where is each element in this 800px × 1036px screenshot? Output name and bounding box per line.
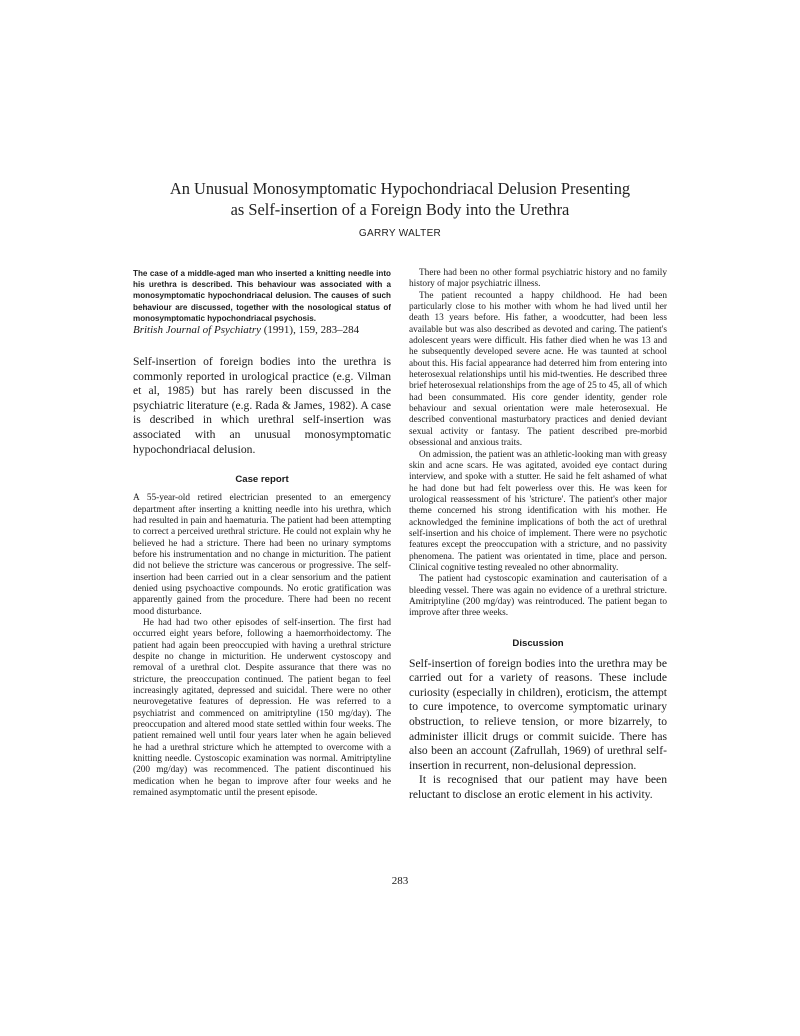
intro-paragraph: Self-insertion of foreign bodies into the urethra is commonly reported in urological practice (e.g. Vilman et al, 1985) but has rarely been discussed in the psychiatric literature (e.g. Rada & James, 1982). A case is described in which urethral self-insertion was associated with an unusual monosymptomatic hypochondriacal delusion. xyxy=(133,355,391,456)
case-report-heading: Case report xyxy=(235,474,289,486)
case-paragraph-2: He had had two other episodes of self-insertion. The first had occurred eight years before, following a haemorrhoidectomy. The patient had again been preoccupied with having a urethral stricture despite no change in micturition. He underwent cystoscopy and removal of a urethral clot. Despite assurance that there was no stricture, the preoccupation continued. The patient began to feel increasingly agitated, depressed and suicidal. There were no other neurovegetative features of depression. He was referred to a psychiatrist and commenced on amitriptyline (150 mg/day). The preoccupation and altered mood state settled within four weeks. The patient remained well until four years later when he again believed he had a urethral stricture which he attempted to overcome with a knitting needle. Cystoscopic examination was normal. Amitriptyline (200 mg/day) was recommenced. The patient discontinued his medication when he began to improve after four weeks and he remained asymptomatic until the present episode. xyxy=(133,617,391,799)
right-column xyxy=(409,268,667,803)
left-column xyxy=(133,268,391,799)
discussion-paragraph-1: Self-insertion of foreign bodies into the urethra may be carried out for a variety of reasons. These include curiosity (especially in children), eroticism, the attempt to cure impotence, to overcome symptomatic urinary obstruction, to relieve tension, or more bizarrely, to administer illicit drugs or commit suicide. There has also been an account (Zafrullah, 1969) of urethral self-insertion in recurrent, non-delusional depression. xyxy=(409,656,667,772)
citation xyxy=(133,324,391,337)
treatment-paragraph: The patient had cystoscopic examination and cauterisation of a bleeding vessel. There was again no evidence of a urethral stricture. Amitriptyline (200 mg/day) was reintroduced. The patient began to improve after three weeks. xyxy=(409,574,667,619)
article-title xyxy=(100,178,700,220)
case-paragraph-1: A 55-year-old retired electrician presented to an emergency department after inserting a knitting needle into his urethra, which had resulted in pain and haematuria. The patient had been attempting to correct a perceived urethral stricture. He could not explain why he believed he had a stricture. There had been no urinary symptoms before his instrumentation and no change in micturition. The patient did not believe the stricture was cancerous or progressive. The self-insertion had been carried out in a clear sensorium and the patient denied using psychoactive compounds. No erotic gratification was apparently gained from the procedure. There had been no recent mood disturbance. xyxy=(133,493,391,617)
citation-details: (1991), 159, 283–284 xyxy=(261,324,360,337)
history-paragraph: There had been no other formal psychiatric history and no family history of major psychiatric illness. xyxy=(409,268,667,290)
page-number: 283 xyxy=(391,875,409,887)
author-name: GARRY WALTER xyxy=(358,228,442,239)
admission-paragraph: On admission, the patient was an athletic-looking man with greasy skin and acne scars. He was agitated, avoided eye contact during interview, and spoke with a stutter. He said he felt ashamed of what he had done but had felt powerless over this. He was keen for urological reassessment of his 'stricture'. The patient's other major theme concerned his strong identification with his mother. He acknowledged the feminine implications of both the act of urethral self-insertion and his choice of implement. There were no psychotic features except the preoccupation with a stricture, and no passivity phenomena. The patient was orientated in time, place and person. Clinical cognitive testing revealed no other abnormality. xyxy=(409,449,667,573)
abstract: The case of a middle-aged man who inserted a knitting needle into his urethra is described. This behaviour was associated with a monosymptomatic hypochondriacal delusion. The causes of such behaviour are discussed, together with the nosological status of monosymptomatic hypochondriacal psychosis. xyxy=(133,269,391,323)
citation-journal: British Journal of Psychiatry xyxy=(133,324,262,337)
title-line-1: An Unusual Monosymptomatic Hypochondriacal Delusion Presenting xyxy=(169,179,631,198)
discussion-heading: Discussion xyxy=(512,637,564,649)
title-line-2: as Self-insertion of a Foreign Body into the Urethra xyxy=(230,200,570,219)
childhood-paragraph: The patient recounted a happy childhood. He had been particularly close to his mother with whom he had lived until her death 13 years before. His father, a woodcutter, had been less available but was also described as devoted and caring. The patient's adolescent years were difficult. His father died when he was 13 and he subsequently developed severe acne. He was taunted at school about this. His facial appearance had deterred him from entering into heterosexual relationships until his mid-twenties. He described three brief heterosexual relationships from the age of 25 to 45, all of which had been consummated. His core gender identity, gender role behaviour and sexual orientation were male heterosexual. He described conventional masturbatory practices and denied deviant sexual activity or fantasy. The patient described pre-morbid obsessional and anxious traits. xyxy=(409,290,667,449)
discussion-paragraph-2: It is recognised that our patient may have been reluctant to disclose an erotic element in his activity. xyxy=(409,773,667,801)
